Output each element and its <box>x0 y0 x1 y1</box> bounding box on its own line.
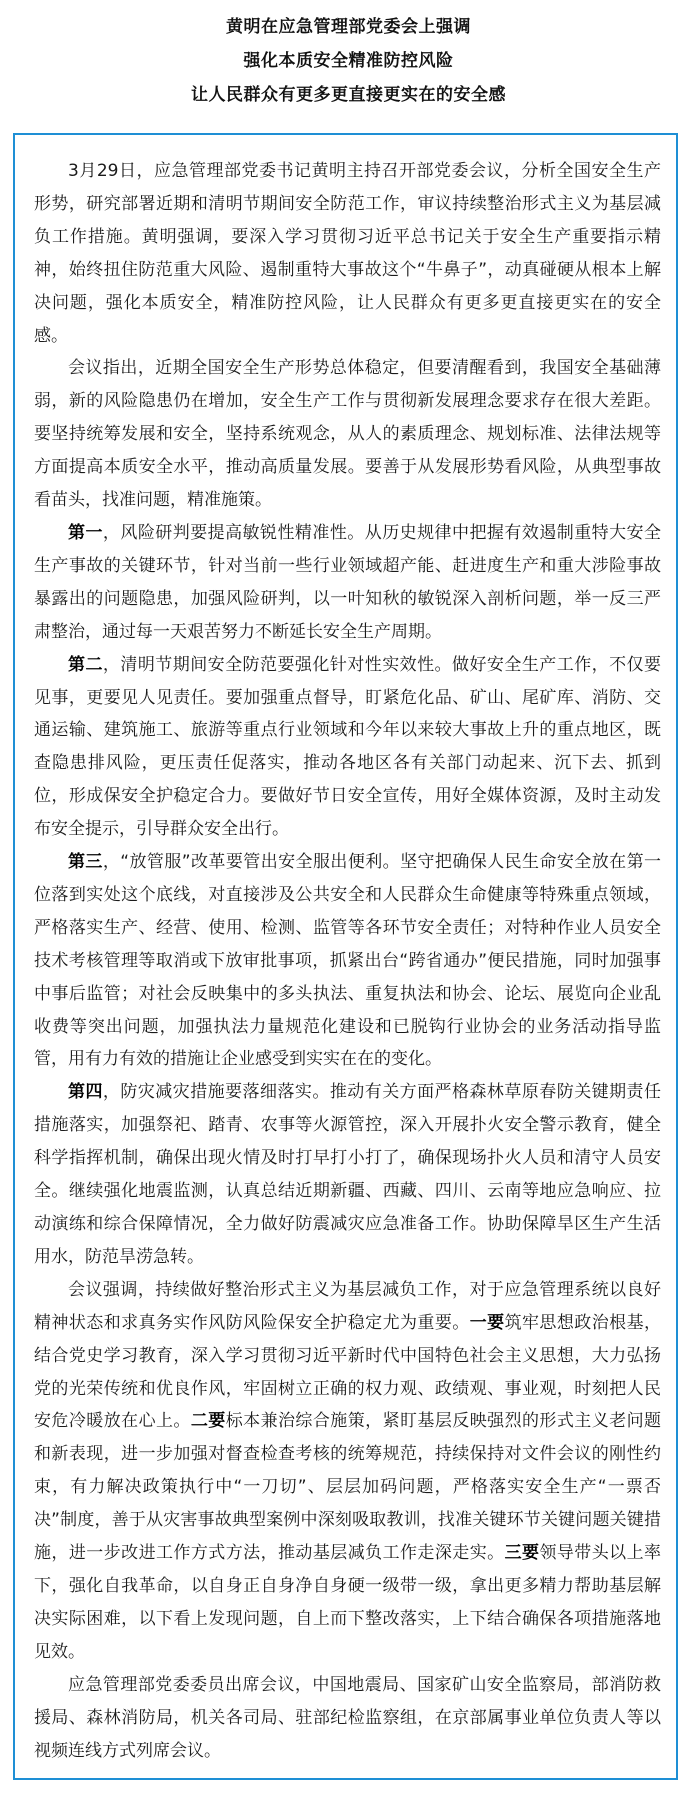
point-4-text: ，防灾减灾措施要落细落实。推动有关方面严格森林草原春防关键期责任措施落实，加强祭祀、踏青、农事等火源管控，深入开展扑火安全警示教育，健全科学指挥机制，确保出现火情及时打早打小打了，确保现场扑火人员和清守人员安全。继续强化地震监测，认真总结近期新疆、西藏、四川、云南等地应急响应、拉动演练和综合保障情况，全力做好防震减灾应急准备工作。协助保障旱区生产生活用水，防范旱涝急转。 <box>34 1082 662 1267</box>
paragraph-point-3 <box>34 846 661 1076</box>
headline-line-3: 让人民群众有更多更直接更实在的安全感 <box>191 85 506 105</box>
article-frame <box>13 133 678 1780</box>
point-3-text: ，“放管服”改革要管出安全服出便利。坚守把确保人民生命安全放在第一位落到实处这个底线，对直接涉及公共安全和人民群众生命健康等特殊重点领域，严格落实生产、经营、使用、检测、监管等各环节安全责任；对特种作业人员安全技术考核管理等取消或下放审批事项，抓紧出台“跨省通办”便民措施，同时加强事中事后监管；对社会反映集中的多头执法、重复执法和协会、论坛、展览向企业乱收费等突出问题，加强执法力量规范化建设和已脱钩行业协会的业务活动指导监管，用有力有效的措施让企业感受到实实在在的变化。 <box>34 852 662 1070</box>
emphasis-intro-text: 会议强调，持续做好整治形式主义为基层减负工作，对于应急管理系统以良好精神状态和求真务实作风防风险保安全护稳定尤为重要。 <box>34 1279 661 1333</box>
article-header <box>0 10 697 112</box>
paragraph-point-4 <box>34 1076 661 1273</box>
emphasis-1-lead: 一要 <box>469 1312 505 1333</box>
paragraph-attendees-text: 应急管理部党委委员出席会议，中国地震局、国家矿山安全监察局，部消防救援局、森林消防局，机关各司局、驻部纪检监察组，在京部属事业单位负责人等以视频连线方式列席会议。 <box>34 1674 661 1761</box>
paragraph-attendees <box>34 1669 661 1768</box>
headline-line-1: 黄明在应急管理部党委会上强调 <box>226 17 471 37</box>
paragraph-emphasis <box>34 1274 661 1669</box>
emphasis-2-text: 标本兼治综合施策，紧盯基层反映强烈的形式主义老问题和新表现，进一步加强对督查检查考核的统筹规范，持续保持对文件会议的刚性约束，有力解决政策执行中“一刀切”、层层加码问题，严格落实安全生产“一票否决”制度，善于从灾害事故典型案例中深刻吸取教训，找准关键环节关键问题关键措施，进一步改进工作方式方法，推动基层减负工作走深走实。 <box>34 1411 662 1564</box>
paragraph-situation-text: 会议指出，近期全国安全生产形势总体稳定，但要清醒看到，我国安全基础薄弱，新的风险隐患仍在增加，安全生产工作与贯彻新发展理念要求存在很大差距。要坚持统筹发展和安全，坚持系统观念，从人的素质理念、规划标准、法律法规等方面提高本质安全水平，推动高质量发展。要善于从发展形势看风险，从典型事故看苗头，找准问题，精准施策。 <box>34 358 661 511</box>
paragraph-situation <box>34 352 661 517</box>
paragraph-intro-text: 3月29日，应急管理部党委书记黄明主持召开部党委会议，分析全国安全生产形势，研究部署近期和清明节期间安全防范工作，审议持续整治形式主义为基层减负工作措施。黄明强调，要深入学习贯彻习近平总书记关于安全生产重要指示精神，始终扭住防范重大风险、遏制重特大事故这个“牛鼻子”，动真碰硬从根本上解决问题，强化本质安全，精准防控风险，让人民群众有更多更直接更实在的安全感。 <box>34 161 661 346</box>
point-1-text: ，风险研判要提高敏锐性精准性。从历史规律中把握有效遏制重特大安全生产事故的关键环节，针对当前一些行业领域超产能、赶进度生产和重大涉险事故暴露出的问题隐患，加强风险研判，以一叶知秋的敏锐深入剖析问题，举一反三严肃整治，通过每一天艰苦努力不断延长安全生产周期。 <box>34 522 662 642</box>
headline-line-2: 强化本质安全精准防控风险 <box>243 51 454 71</box>
paragraph-point-1 <box>34 517 661 649</box>
emphasis-2-lead: 二要 <box>190 1411 226 1432</box>
point-4-lead: 第四 <box>68 1082 103 1103</box>
emphasis-1-text: 筑牢思想政治根基，结合党史学习教育，深入学习贯彻习近平新时代中国特色社会主义思想，大力弘扬党的光荣传统和优良作风，牢固树立正确的权力观、政绩观、事业观，时刻把人民安危冷暖放在心上。 <box>34 1312 662 1432</box>
point-3-lead: 第三 <box>68 852 103 873</box>
paragraph-intro <box>34 155 661 352</box>
emphasis-3-lead: 三要 <box>504 1543 540 1564</box>
point-2-text: ，清明节期间安全防范要强化针对性实效性。做好安全生产工作，不仅要见事，更要见人见责任。要加强重点督导，盯紧危化品、矿山、尾矿库、消防、交通运输、建筑施工、旅游等重点行业领域和今年以来较大事故上升的重点地区，既查隐患排风险，更压责任促落实，推动各地区各有关部门动起来、沉下去、抓到位，形成保安全护稳定合力。要做好节日安全宣传，用好全媒体资源，及时主动发布安全提示，引导群众安全出行。 <box>34 654 662 840</box>
point-1-lead: 第一 <box>68 522 103 543</box>
emphasis-3-text: 领导带头以上率下，强化自我革命，以自身正自身净自身硬一级带一级，拿出更多精力帮助基层解决实际困难，以下看上发现问题，自上而下整改落实，上下结合确保各项措施落地见效。 <box>34 1543 662 1662</box>
point-2-lead: 第二 <box>68 654 103 675</box>
paragraph-point-2 <box>34 649 661 846</box>
